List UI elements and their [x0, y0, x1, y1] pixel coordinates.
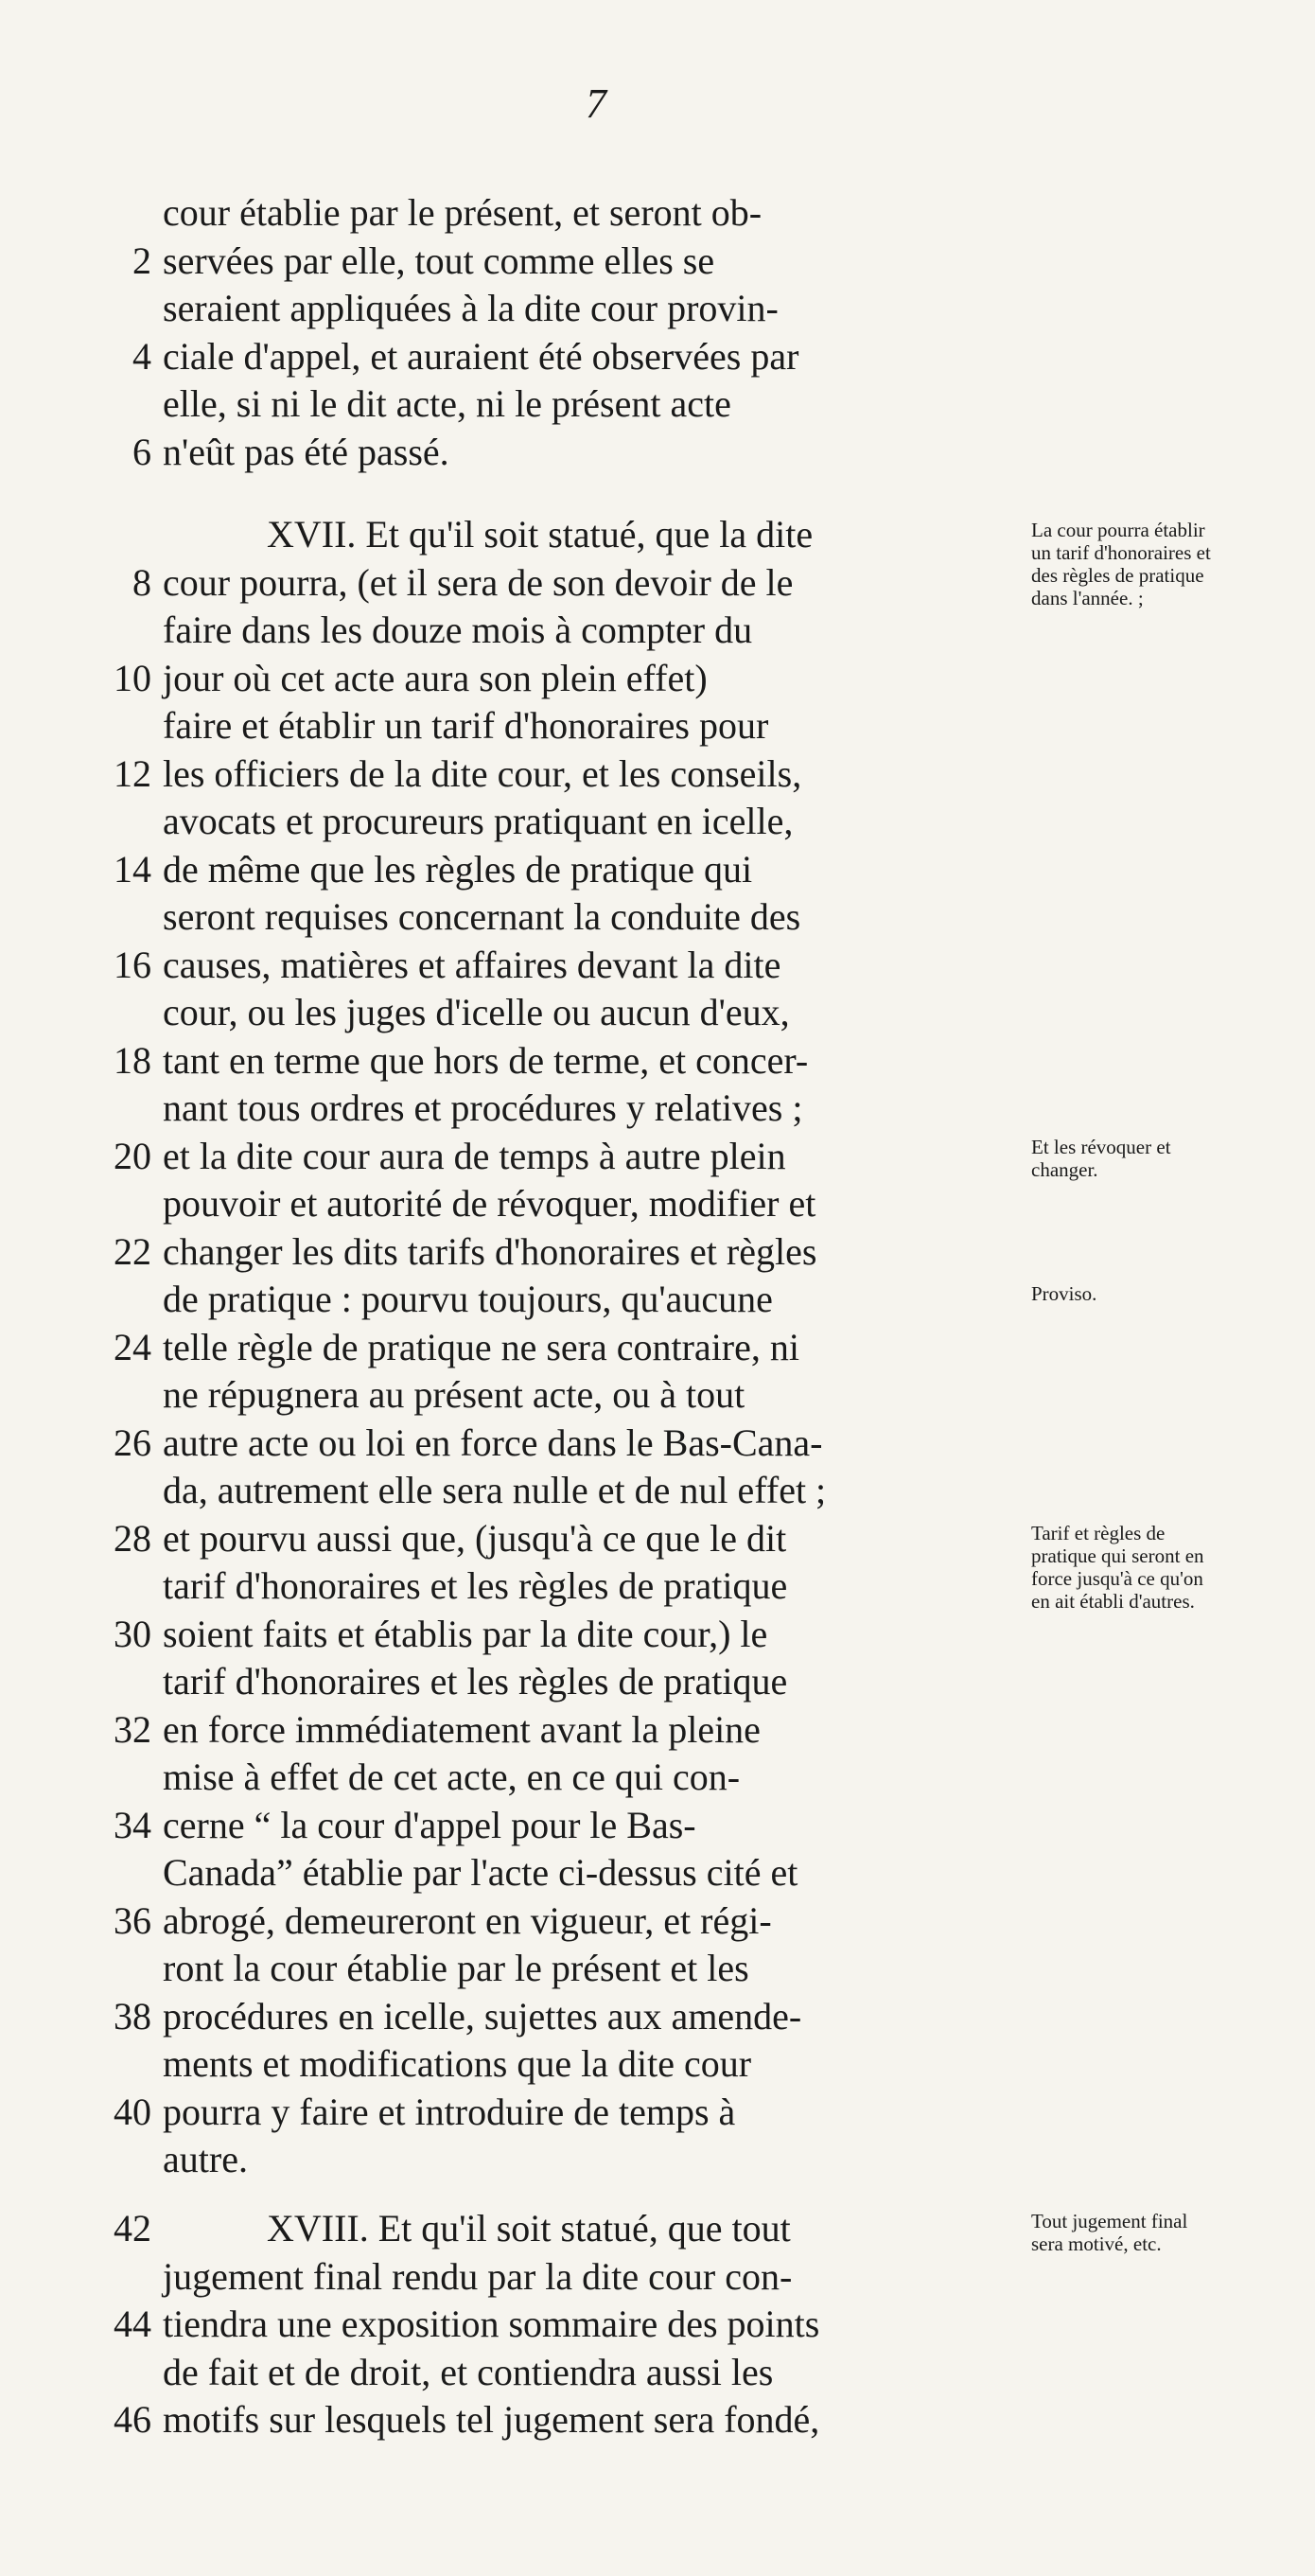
line-text: faire et établir un tarif d'honoraires pour [163, 704, 769, 747]
line-text: ront la cour établie par le présent et les [163, 1947, 749, 1989]
text-line [85, 1037, 1031, 1085]
paragraph-block-2 [85, 511, 1031, 2184]
text-line [85, 2396, 1031, 2444]
line-text: faire dans les douze mois à compter du [163, 609, 753, 651]
text-line [85, 1706, 1031, 1755]
line-number: 46 [114, 2398, 151, 2441]
text-line [85, 1754, 1031, 1802]
page-number: 7 [586, 80, 606, 127]
text-line [85, 1993, 1031, 2041]
line-number: 18 [114, 1038, 151, 1082]
line-number: 22 [114, 1229, 151, 1273]
line-text: motifs sur lesquels tel jugement sera fondé, [163, 2398, 820, 2441]
text-line [85, 2040, 1031, 2089]
text-line [85, 1467, 1031, 1515]
text-line [85, 942, 1031, 990]
text-line [85, 189, 1031, 238]
text-line [85, 333, 1031, 381]
line-text: les officiers de la dite cour, et les conseils, [163, 751, 802, 795]
line-number: 24 [114, 1325, 151, 1368]
line-text: avocats et procureurs pratiquant en icelle, [163, 800, 794, 842]
line-text: nant tous ordres et procédures y relatives ; [163, 1086, 803, 1129]
line-text: abrogé, demeureront en vigueur, et régi- [163, 1898, 772, 1942]
text-line [85, 285, 1031, 333]
line-number: 28 [114, 1516, 151, 1560]
line-text: cour établie par le présent, et seront ob- [163, 191, 763, 234]
text-line [85, 1945, 1031, 1993]
text-line [85, 1371, 1031, 1420]
text-line [85, 750, 1031, 799]
line-number: 14 [114, 847, 151, 891]
line-number: 2 [132, 238, 151, 282]
text-line [85, 1515, 1031, 1563]
line-text: pourra y faire et introduire de temps à [163, 2090, 736, 2133]
text-line [85, 846, 1031, 894]
line-text: tarif d'honoraires et les règles de pratique [163, 1660, 788, 1703]
text-line [85, 238, 1031, 286]
text-line [85, 989, 1031, 1037]
text-line [85, 607, 1031, 655]
line-text: XVIII. Et qu'il soit statué, que tout [267, 2207, 791, 2250]
line-number: 44 [114, 2303, 151, 2345]
line-text: de pratique : pourvu toujours, qu'aucune [163, 1278, 773, 1320]
line-text: n'eût pas été passé. [163, 430, 449, 473]
line-text: elle, si ni le dit acte, ni le présent acte [163, 382, 731, 425]
text-line [85, 1658, 1031, 1706]
line-text: de même que les règles de pratique qui [163, 847, 753, 891]
line-text: ments et modifications que la dite cour [163, 2042, 752, 2085]
line-text: seront requises concernant la conduite des [163, 895, 801, 938]
line-text: autre acte ou loi en force dans le Bas-Cana- [163, 1420, 823, 1464]
line-text: cour, ou les juges d'icelle ou aucun d'eux, [163, 991, 790, 1033]
text-line [85, 1611, 1031, 1659]
line-number: 8 [132, 560, 151, 604]
line-text: de fait et de droit, et contiendra aussi les [163, 2350, 774, 2393]
line-number: 38 [114, 1994, 151, 2038]
text-line [85, 511, 1031, 559]
line-text: jugement final rendu par la dite cour con- [163, 2254, 793, 2298]
text-line [85, 1228, 1031, 1277]
line-number: 26 [114, 1420, 151, 1464]
line-number: 16 [114, 943, 151, 986]
text-line [85, 2349, 1031, 2397]
margin-note-jugement: Tout jugement final sera motivé, etc. [1031, 2210, 1188, 2255]
text-line [85, 1897, 1031, 1946]
line-text: tiendra une exposition sommaire des points [163, 2303, 820, 2345]
line-text: et la dite cour aura de temps à autre plein [163, 1134, 786, 1177]
line-text: da, autrement elle sera nulle et de nul effet ; [163, 1469, 827, 1511]
line-number: 34 [114, 1803, 151, 1846]
text-line [85, 2301, 1031, 2349]
line-number: 32 [114, 1707, 151, 1751]
line-text: et pourvu aussi que, (jusqu'à ce que le dit [163, 1516, 787, 1560]
line-text: changer les dits tarifs d'honoraires et règles [163, 1229, 817, 1273]
margin-note-tarif-en-force: Tarif et règles de pratique qui seront en force jusqu'à ce qu'on en ait établi d'autres. [1031, 1522, 1204, 1613]
line-text: jour où cet acte aura son plein effet) [163, 656, 708, 699]
margin-note-proviso: Proviso. [1031, 1282, 1097, 1305]
text-line [85, 798, 1031, 846]
line-number: 6 [132, 430, 151, 473]
line-number: 40 [114, 2090, 151, 2133]
line-number: 30 [114, 1612, 151, 1655]
line-text: tarif d'honoraires et les règles de pratique [163, 1564, 788, 1607]
text-line [85, 893, 1031, 942]
text-line [85, 1849, 1031, 1897]
line-text: seraient appliquées à la dite cour provin- [163, 287, 779, 329]
text-line [85, 429, 1031, 477]
line-text: cour pourra, (et il sera de son devoir de le [163, 560, 794, 604]
line-text: en force immédiatement avant la pleine [163, 1707, 761, 1751]
text-line [85, 655, 1031, 703]
text-line [85, 1276, 1031, 1324]
text-line [85, 1324, 1031, 1372]
line-text: mise à effet de cet acte, en ce qui con- [163, 1756, 741, 1798]
paragraph-block-1 [85, 189, 1031, 476]
line-text: ciale d'appel, et auraient été observées par [163, 334, 799, 378]
paragraph-block-3 [85, 2205, 1031, 2444]
text-line [85, 1420, 1031, 1468]
text-line [85, 2136, 1031, 2184]
margin-note-tarif: La cour pourra établir un tarif d'honoraires et des règles de pratique dans l'année. ; [1031, 519, 1211, 609]
line-text: ne répugnera au présent acte, ou à tout [163, 1373, 745, 1416]
line-text: soient faits et établis par la dite cour,) le [163, 1612, 768, 1655]
line-text: telle règle de pratique ne sera contraire, ni [163, 1325, 799, 1368]
text-line [85, 2089, 1031, 2137]
line-text: Canada” établie par l'acte ci-dessus cité et [163, 1851, 798, 1894]
text-line [85, 702, 1031, 750]
text-line [85, 1180, 1031, 1228]
line-number: 4 [132, 334, 151, 378]
line-text: pouvoir et autorité de révoquer, modifier et [163, 1182, 816, 1225]
line-text: cerne “ la cour d'appel pour le Bas- [163, 1803, 696, 1846]
line-number: 36 [114, 1898, 151, 1942]
margin-note-revoquer: Et les révoquer et changer. [1031, 1136, 1171, 1181]
line-text: procédures en icelle, sujettes aux amende- [163, 1994, 802, 2038]
text-line [85, 1133, 1031, 1181]
text-line [85, 1085, 1031, 1133]
text-line [85, 1802, 1031, 1850]
line-text: servées par elle, tout comme elles se [163, 238, 715, 282]
text-line [85, 380, 1031, 429]
line-text: tant en terme que hors de terme, et concer- [163, 1038, 809, 1082]
line-text: autre. [163, 2138, 248, 2180]
line-text: XVII. Et qu'il soit statué, que la dite [267, 513, 814, 556]
line-number: 20 [114, 1134, 151, 1177]
line-number: 10 [114, 656, 151, 699]
text-line [85, 2205, 1031, 2253]
line-text: causes, matières et affaires devant la dite [163, 943, 781, 986]
text-line [85, 1562, 1031, 1611]
line-number: 12 [114, 751, 151, 795]
line-number: 42 [114, 2207, 151, 2250]
text-line [85, 2253, 1031, 2302]
text-line [85, 559, 1031, 608]
